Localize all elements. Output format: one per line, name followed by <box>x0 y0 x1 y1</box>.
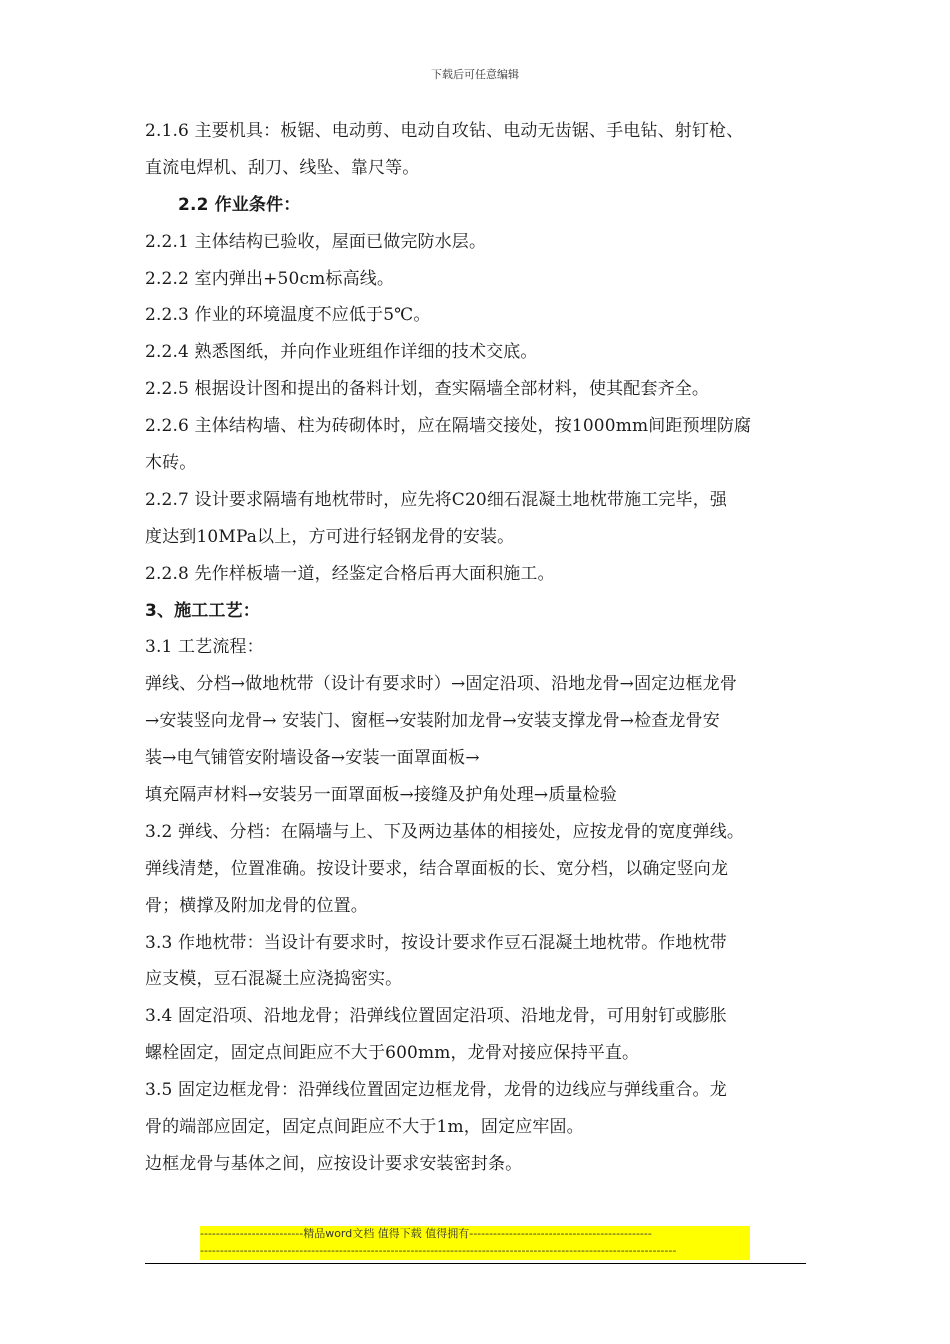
text-line: 螺栓固定，固定点间距应不大于600mm，龙骨对接应保持平直。 <box>145 1043 640 1064</box>
text-line: 3.5 固定边框龙骨：沿弹线位置固定边框龙骨，龙骨的边线应与弹线重合。龙 <box>145 1080 727 1101</box>
footer-banner-dashes: ------------------------------------------------------------------------------------------------------------------------ <box>200 1244 677 1257</box>
footer-banner <box>200 1226 750 1260</box>
text-line: 2.2.2 室内弹出+50cm标高线。 <box>145 268 395 289</box>
text-line: 3.2 弹线、分档：在隔墙与上、下及两边基体的相接处，应按龙骨的宽度弹线。 <box>145 821 744 842</box>
text-line: 装→电气铺管安附墙设备→安装一面罩面板→ <box>145 748 480 769</box>
text-line: 弹线、分档→做地枕带（设计有要求时）→固定沿项、沿地龙骨→固定边框龙骨 <box>145 674 737 695</box>
text-line: 3.4 固定沿项、沿地龙骨；沿弹线位置固定沿项、沿地龙骨，可用射钉或膨胀 <box>145 1006 727 1027</box>
page-header: 下载后可任意编辑 <box>431 68 519 81</box>
text-line: 2.2.5 根据设计图和提出的备料计划，查实隔墙全部材料，使其配套齐全。 <box>145 379 710 400</box>
text-line: 度达到10MPa以上，方可进行轻钢龙骨的安装。 <box>145 526 515 547</box>
text-line: 2.2.4 熟悉图纸，并向作业班组作详细的技术交底。 <box>145 342 538 363</box>
text-line: 弹线清楚，位置准确。按设计要求，结合罩面板的长、宽分档，以确定竖向龙 <box>145 858 729 879</box>
text-line: 3.1 工艺流程： <box>145 637 264 658</box>
text-line: 填充隔声材料→安装另一面罩面板→接缝及护角处理→质量检验 <box>145 785 617 806</box>
section-heading: 2.2 作业条件： <box>178 194 301 215</box>
text-line: 2.2.8 先作样板墙一道，经鉴定合格后再大面积施工。 <box>145 563 555 584</box>
text-line: 边框龙骨与基体之间，应按设计要求安装密封条。 <box>145 1153 523 1174</box>
text-line: 2.2.1 主体结构已验收，屋面已做完防水层。 <box>145 231 487 252</box>
footer-banner-text: --------------------------精品word文档 值得下载 值得拥有---------------------------------------------- <box>200 1227 652 1240</box>
text-line: 3.3 作地枕带：当设计有要求时，按设计要求作豆石混凝土地枕带。作地枕带 <box>145 932 727 953</box>
text-line: 2.2.6 主体结构墙、柱为砖砌体时，应在隔墙交接处，按1000mm间距预埋防腐 <box>145 416 752 437</box>
text-line: 2.2.7 设计要求隔墙有地枕带时，应先将C20细石混凝土地枕带施工完毕，强 <box>145 489 727 510</box>
text-line: 应支模，豆石混凝土应浇捣密实。 <box>145 969 403 990</box>
text-line: 2.2.3 作业的环境温度不应低于5℃。 <box>145 305 431 326</box>
section-heading: 3、施工工艺： <box>145 600 260 621</box>
text-line: 骨；横撑及附加龙骨的位置。 <box>145 895 368 916</box>
text-line: 2.1.6 主要机具：板锯、电动剪、电动自攻钻、电动无齿锯、手电钻、射钉枪、 <box>145 121 744 141</box>
footer-divider <box>145 1263 806 1264</box>
text-line: 骨的端部应固定，固定点间距应不大于1m，固定应牢固。 <box>145 1117 584 1138</box>
text-line: →安装竖向龙骨→ 安装门、窗框→安装附加龙骨→安装支撑龙骨→检查龙骨安 <box>145 711 720 732</box>
document-body <box>145 121 810 1191</box>
text-line: 直流电焊机、刮刀、线坠、靠尺等。 <box>145 157 420 178</box>
text-line: 木砖。 <box>145 453 197 474</box>
